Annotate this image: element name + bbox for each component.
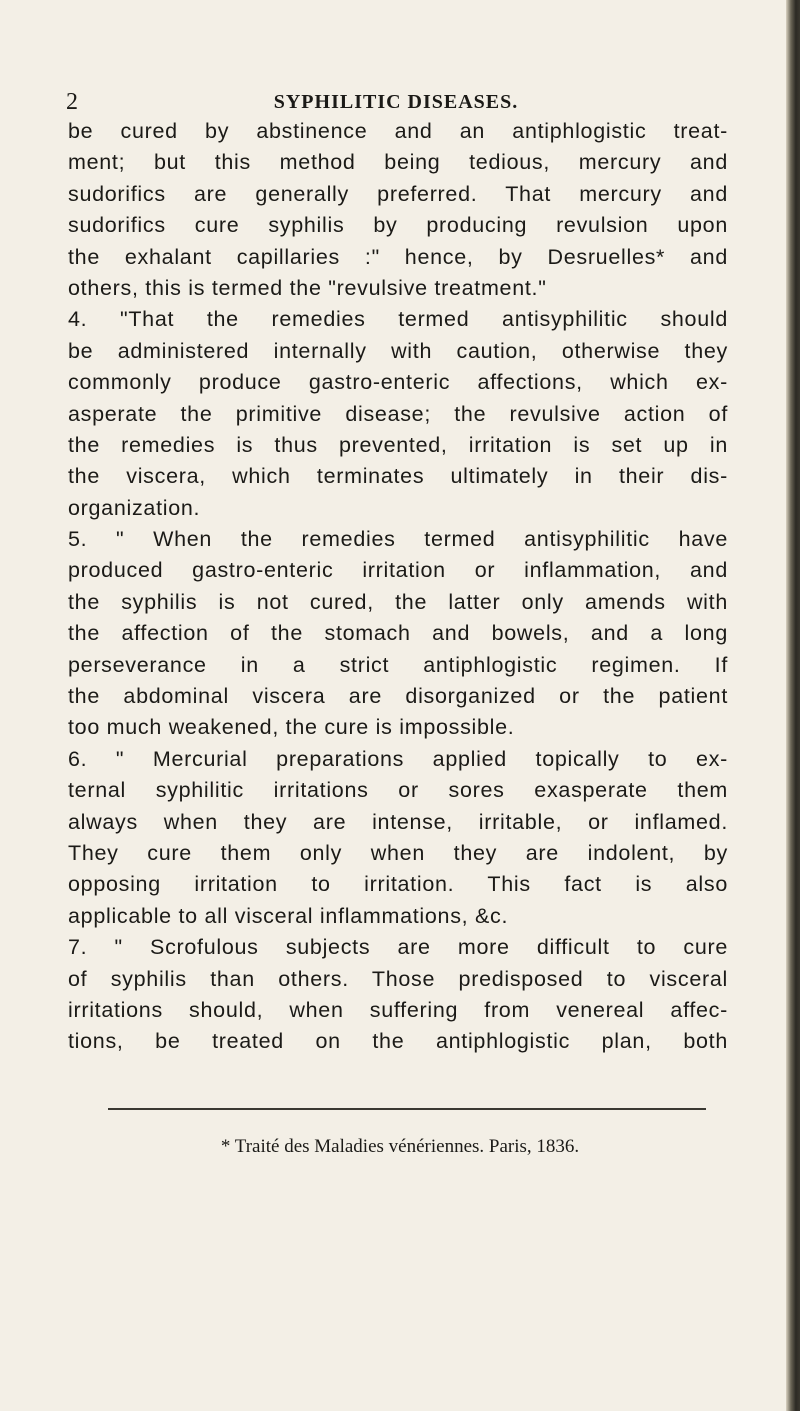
text-line: others, this is termed the "revulsive treatment." bbox=[68, 275, 547, 300]
running-title: SYPHILITIC DISEASES. bbox=[273, 91, 519, 113]
text-line: commonly produce gastro-enteric affections, which ex- bbox=[68, 370, 728, 395]
footnote: * Traité des Maladies vénériennes. Paris, 1836. bbox=[220, 1136, 580, 1157]
text-line: the viscera, which terminates ultimately in their dis- bbox=[68, 464, 728, 489]
text-line: 4. "That the remedies termed antisyphilitic should bbox=[68, 307, 728, 332]
text-line: the abdominal viscera are disorganized or the patient bbox=[68, 684, 728, 709]
text-line: of syphilis than others. Those predisposed to visceral bbox=[68, 966, 728, 991]
text-line: asperate the primitive disease; the revulsive action of bbox=[68, 401, 728, 426]
text-line: be cured by abstinence and an antiphlogistic treat- bbox=[68, 119, 728, 143]
text-line: 5. " When the remedies termed antisyphilitic have bbox=[68, 527, 728, 552]
footnote-divider bbox=[108, 1108, 706, 1110]
text-line: applicable to all visceral inflammations, &c. bbox=[68, 903, 509, 928]
text-line: sudorifics are generally preferred. That mercury and bbox=[68, 181, 728, 206]
text-line: 6. " Mercurial preparations applied topically to ex- bbox=[68, 746, 728, 771]
text-line: ternal syphilitic irritations or sores exasperate them bbox=[68, 778, 728, 803]
text-line: irritations should, when suffering from venereal affec- bbox=[68, 997, 728, 1022]
text-line: too much weakened, the cure is impossible. bbox=[68, 715, 515, 740]
text-line: ment; but this method being tedious, mercury and bbox=[68, 150, 728, 175]
text-line: They cure them only when they are indolent, by bbox=[68, 840, 728, 865]
text-line: be administered internally with caution, otherwise they bbox=[68, 338, 728, 363]
text-line: organization. bbox=[68, 495, 201, 520]
body-text bbox=[68, 116, 728, 1058]
text-line: the exhalant capillaries :" hence, by Desruelles* and bbox=[68, 244, 728, 269]
text-line: perseverance in a strict antiphlogistic regimen. If bbox=[68, 652, 728, 677]
text-line: 7. " Scrofulous subjects are more difficult to cure bbox=[68, 935, 728, 960]
text-line: always when they are intense, irritable, or inflamed. bbox=[68, 809, 728, 834]
text-line: opposing irritation to irritation. This fact is also bbox=[68, 872, 728, 897]
text-line: sudorifics cure syphilis by producing revulsion upon bbox=[68, 213, 728, 238]
text-line: the remedies is thus prevented, irritation is set up in bbox=[68, 432, 728, 457]
page-header bbox=[66, 88, 726, 118]
text-line: tions, be treated on the antiphlogistic plan, both bbox=[68, 1029, 728, 1054]
page-number: 2 bbox=[66, 89, 78, 115]
text-line: the affection of the stomach and bowels, and a long bbox=[68, 621, 728, 646]
text-line: the syphilis is not cured, the latter only amends with bbox=[68, 589, 728, 614]
text-line: produced gastro-enteric irritation or inflammation, and bbox=[68, 558, 728, 583]
page-edge-shadow bbox=[786, 0, 800, 1411]
